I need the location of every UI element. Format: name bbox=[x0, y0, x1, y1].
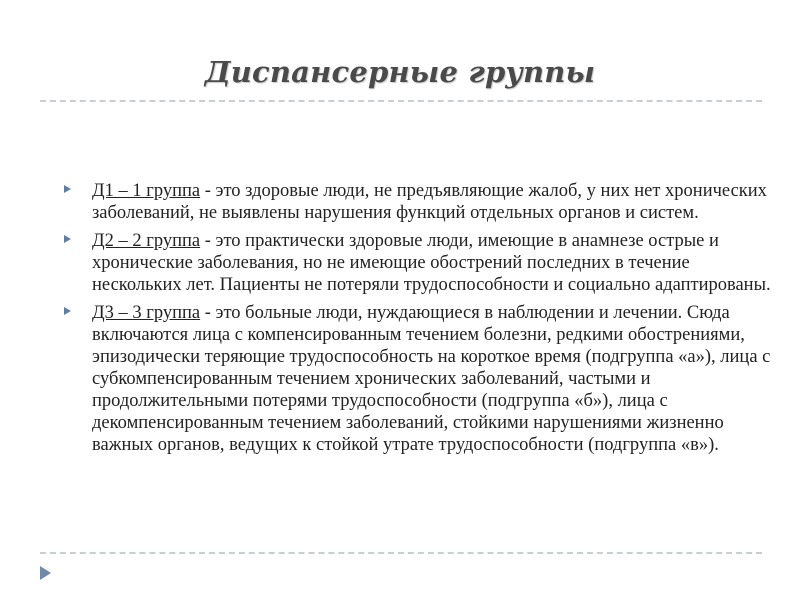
next-slide-arrow-icon[interactable] bbox=[40, 566, 51, 580]
footer-divider bbox=[40, 552, 762, 554]
list-item-d2 bbox=[62, 230, 774, 296]
group-term-d2: Д2 – 2 группа bbox=[92, 231, 201, 251]
slide-title: Диспансерные группы bbox=[204, 55, 596, 89]
group-term-d3: Д3 – 3 группа bbox=[92, 303, 201, 323]
list-item-d3 bbox=[62, 302, 774, 456]
triangle-bullet-icon bbox=[64, 307, 71, 315]
triangle-bullet-icon bbox=[64, 185, 71, 193]
group-term-d1: Д1 – 1 группа bbox=[92, 181, 201, 201]
triangle-bullet-icon bbox=[64, 235, 71, 243]
title-divider bbox=[40, 100, 762, 102]
group-description-d1: - это здоровые люди, не предъявляющие жалоб, у них нет хронических заболеваний, не выявлены нарушения функций отдельных органов и систем. bbox=[92, 181, 767, 223]
group-description-d3: - это больные люди, нуждающиеся в наблюдении и лечении. Сюда включаются лица с компенсированным течением болезни, редкими обострениями, эпизодически теряющие трудоспособность на короткое время (подгруппа «а»), лица с субкомпенсированным течением хронических заболеваний, частыми и продолжительными потерями трудоспособности (подгруппа «б»), лица с декомпенсированным течением заболеваний, стойкими нарушениями жизненно важных органов, ведущих к стойкой утрате трудоспособности (подгруппа «в»). bbox=[92, 303, 771, 455]
group-description-d2: - это практически здоровые люди, имеющие в анамнезе острые и хронические заболевания, но не имеющие обострений последних в течение нескольких лет. Пациенты не потеряли трудоспособности и социально адаптированы. bbox=[92, 231, 771, 295]
content-list bbox=[62, 180, 774, 462]
list-item-d1 bbox=[62, 180, 774, 224]
